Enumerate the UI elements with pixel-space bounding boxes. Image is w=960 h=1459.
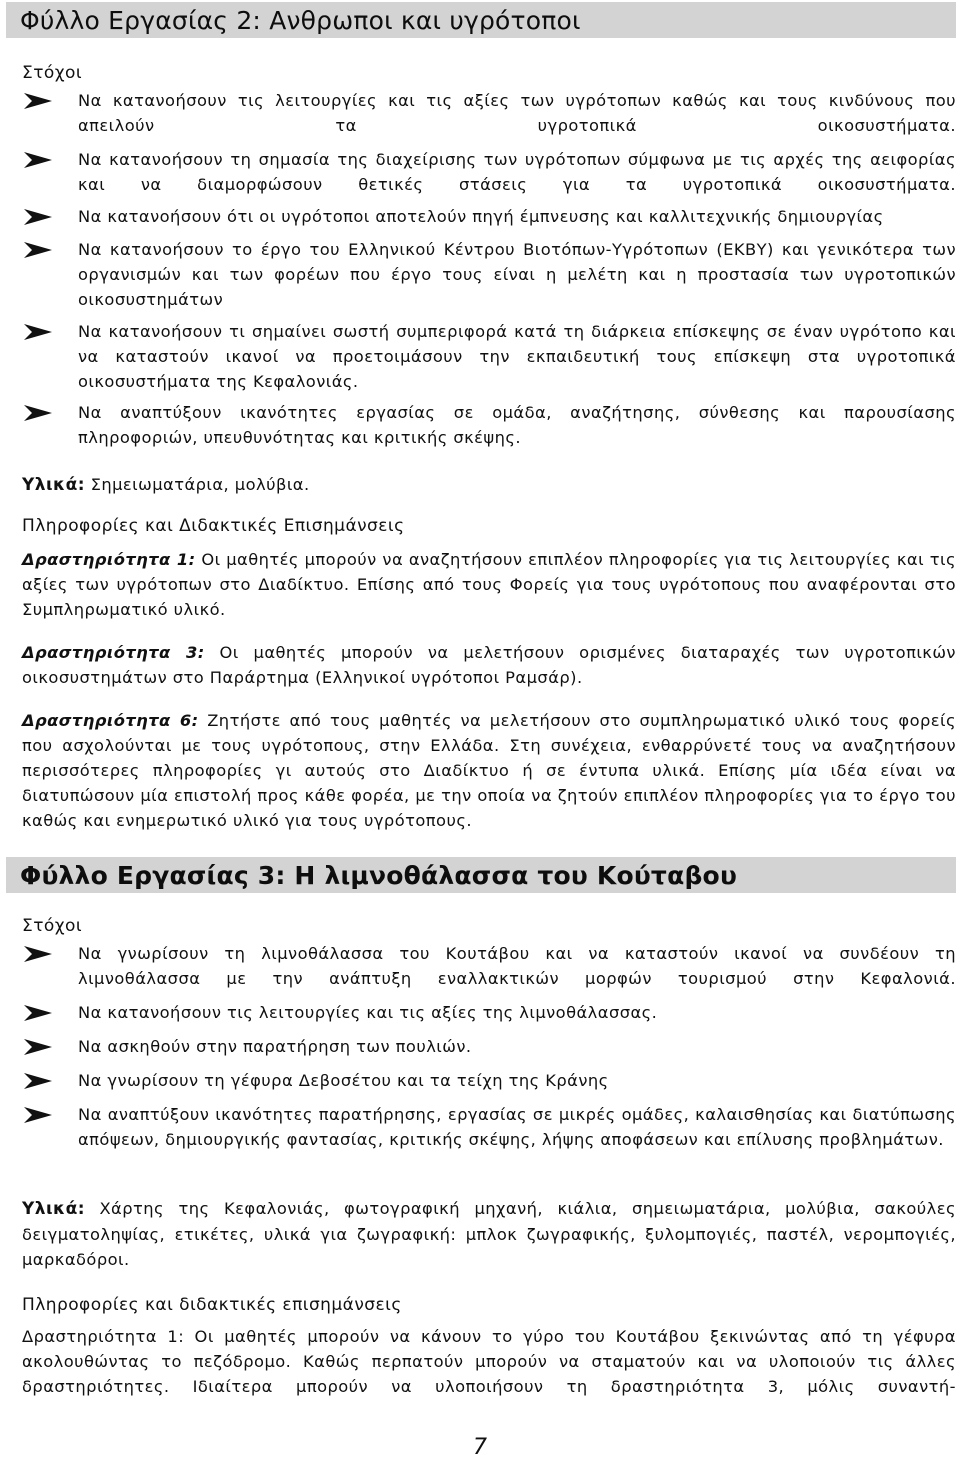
goal-item: Να κατανοήσουν ότι οι υγρότοποι αποτελούν πηγή έμπνευσης και καλλιτεχνικής δημιουργίας (22, 204, 956, 229)
goal-item: Να κατανοήσουν τι σημαίνει σωστή συμπεριφορά κατά τη διάρκεια επίσκεψης σε έναν υγρότοπο και να καταστούν ικανοί να προετοιμάσουν την εκπαιδευτική τους επίσκεψη στα υγροτοπικά οικοσυστήματα της Κεφαλονιάς. (22, 319, 956, 394)
arrowhead-bullet-icon (24, 209, 52, 225)
arrowhead-bullet-icon (24, 1005, 52, 1021)
activity-text: Ζητήστε από τους μαθητές να μελετήσουν στο συμπληρωματικό υλικό τους φορείς που ασχολούνται με τους υγρότοπους, στην Ελλάδα. Στη συνέχεια, ενθαρρύνετέ τους να αναζητήσουν περισσότερες πληροφορίες γι αυτούς στο Διαδίκτυο ή σε έντυπα υλικά. Επίσης μία ιδέα είναι να διατυπώσουν μία επιστολή προς κάθε φορέα, με την οποία να ζητούν επιπλέον πληροφορίες για το έργο του καθώς και ενημερωτικό υλικό για τους υγρότοπους. (22, 711, 956, 830)
goal-item: Να κατανοήσουν τις λειτουργίες και τις αξίες της λιμνοθάλασσας. (22, 1000, 956, 1025)
goal-item: Να γνωρίσουν τη λιμνοθάλασσα του Κουτάβου και να καταστούν ικανοί να συνδέουν τη λιμνοθάλασσα με την ανάπτυξη εναλλακτικών μορφών τουρισμού στην Κεφαλονιά. (22, 941, 956, 991)
info-heading: Πληροφορίες και Διδακτικές Επισημάνσεις (22, 516, 405, 536)
arrowhead-bullet-icon (24, 1073, 52, 1089)
materials-label: Υλικά: (22, 1199, 85, 1219)
worksheet-2-title-text: Φύλλο Εργασίας 2: Ανθρωποι και υγρότοποι (20, 5, 581, 35)
goals-label: Στόχοι (22, 916, 83, 936)
activity-paragraph (22, 547, 956, 622)
worksheet-3-title (6, 857, 956, 893)
materials-paragraph (22, 1196, 956, 1272)
info-heading: Πληροφορίες και διδακτικές επισημάνσεις (22, 1295, 402, 1315)
worksheet-2-title (6, 2, 956, 38)
arrowhead-bullet-icon (24, 1039, 52, 1055)
materials-label: Υλικά: (22, 475, 85, 495)
goal-item: Να αναπτύξουν ικανότητες εργασίας σε ομάδα, αναζήτησης, σύνθεσης και παρουσίασης πληροφοριών, υπευθυνότητας και κριτικής σκέψης. (22, 400, 956, 450)
arrowhead-bullet-icon (24, 152, 52, 168)
arrowhead-bullet-icon (24, 242, 52, 258)
goals-label: Στόχοι (22, 63, 83, 83)
activity-label: Δραστηριότητα 1: (22, 550, 196, 569)
materials-text: Σημειωματάρια, μολύβια. (90, 475, 310, 494)
goal-item: Να αναπτύξουν ικανότητες παρατήρησης, εργασίας σε μικρές ομάδες, καλαισθησίας και διατύπωσης απόψεων, δημιουργικής φαντασίας, κριτικής σκέψης, λήψης αποφάσεων και επίλυσης προβλημάτων. (22, 1102, 956, 1152)
activity-paragraph: Δραστηριότητα 1: Οι μαθητές μπορούν να κάνουν το γύρο του Κουτάβου ξεκινώντας από τη γέφυρα ακολουθώντας το πεζόδρομο. Καθώς περπατούν μπορούν να σταματούν και να υλοποιούν τις άλλες δραστηριότητες. Ιδιαίτερα μπορούν να υλοποιήσουν τη δραστηριότητα 3, μόλις συναντή- (22, 1327, 956, 1396)
goal-item: Να ασκηθούν στην παρατήρηση των πουλιών. (22, 1034, 956, 1059)
worksheet-3-title-text: Φύλλο Εργασίας 3: Η λιμνοθάλασσα του Κούταβου (20, 860, 738, 890)
activity-text: Οι μαθητές μπορούν να μελετήσουν ορισμένες διαταραχές των υγροτοπικών οικοσυστημάτων στο Παράρτημα (Ελληνικοί υγρότοποι Ραμσάρ). (22, 643, 956, 687)
page-number: 7 (473, 1435, 487, 1459)
activity-label: Δραστηριότητα 3: (22, 643, 205, 662)
arrowhead-bullet-icon (24, 405, 52, 421)
goal-item: Να κατανοήσουν τις λειτουργίες και τις αξίες των υγρότοπων καθώς και τους κινδύνους που απειλούν τα υγροτοπικά οικοσυστήματα. (22, 88, 956, 138)
materials-text: Χάρτης της Κεφαλονιάς, φωτογραφική μηχανή, κιάλια, σημειωματάρια, μολύβια, σακούλες δειγματοληψίας, ετικέτες, υλικά για ζωγραφική: μπλοκ ζωγραφικής, ξυλομπογιές, παστέλ, νερομπογιές, μαρκαδόροι. (22, 1199, 956, 1269)
activity-paragraph (22, 708, 956, 833)
goal-item: Να κατανοήσουν το έργο του Ελληνικού Κέντρου Βιοτόπων-Υγρότοπων (ΕΚΒΥ) και γενικότερα των οργανισμών και των φορέων που έργο τους είναι η μελέτη και η προστασία των υγροτοπικών οικοσυστημάτων (22, 237, 956, 312)
materials-line (22, 472, 956, 498)
arrowhead-bullet-icon (24, 93, 52, 109)
arrowhead-bullet-icon (24, 1107, 52, 1123)
activity-text: Οι μαθητές μπορούν να αναζητήσουν επιπλέον πληροφορίες για τις λειτουργίες και τις αξίες των υγρότοπων στο Διαδίκτυο. Επίσης από τους Φορείς για τους υγρότοπους που αναφέρονται στο Συμπληρωματικό υλικό. (22, 550, 956, 619)
arrowhead-bullet-icon (24, 946, 52, 962)
goal-item: Να κατανοήσουν τη σημασία της διαχείρισης των υγρότοπων σύμφωνα με τις αρχές της αειφορίας και να διαμορφώσουν θετικές στάσεις για τα υγροτοπικά οικοσυστήματα. (22, 147, 956, 197)
goal-item: Να γνωρίσουν τη γέφυρα Δεβοσέτου και τα τείχη της Κράνης (22, 1068, 956, 1093)
activity-label: Δραστηριότητα 6: (22, 711, 199, 730)
arrowhead-bullet-icon (24, 324, 52, 340)
activity-paragraph (22, 640, 956, 690)
